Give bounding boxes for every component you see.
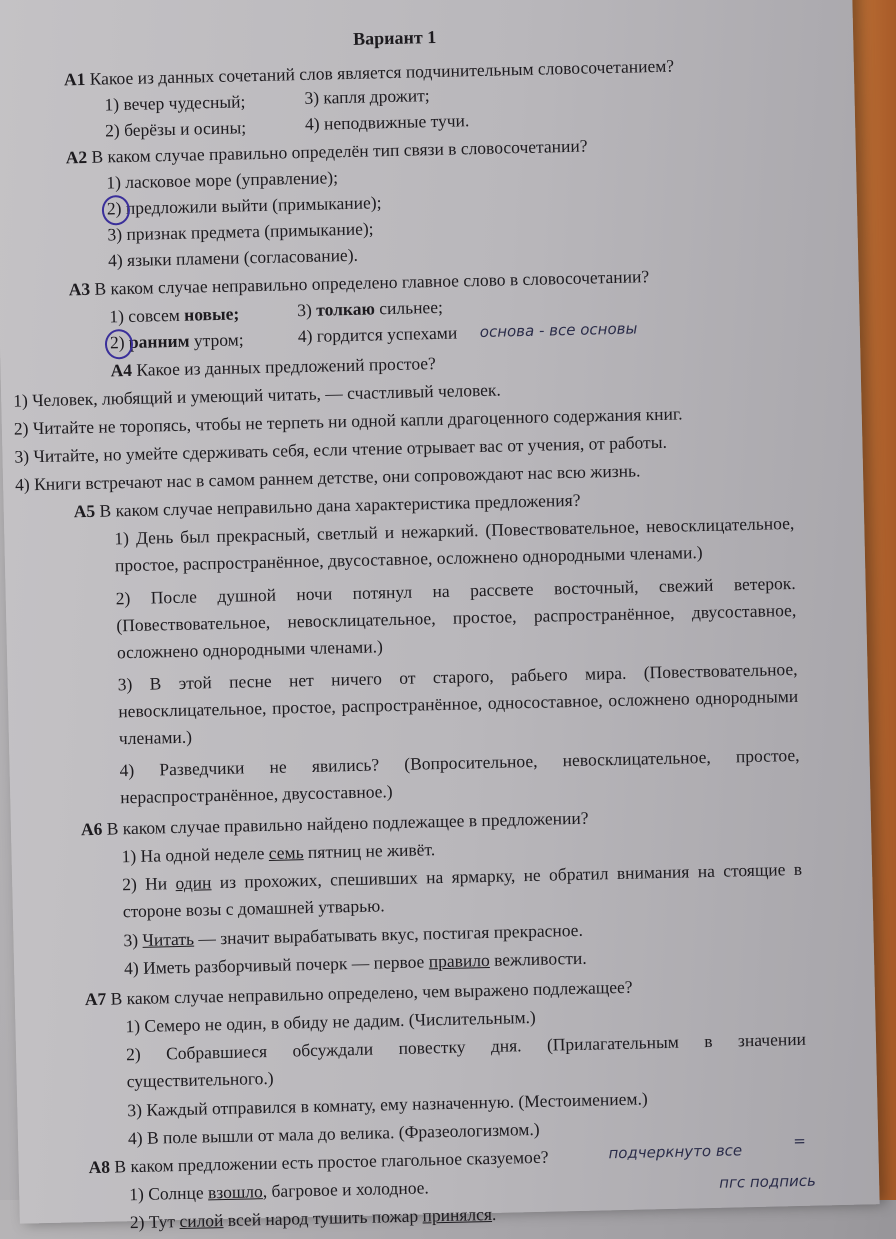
- question-text: Какое из данных предложений простое?: [136, 353, 437, 380]
- a7-option-1: 1) Семеро не один, в обиду не дадим. (Числительным.): [125, 1006, 536, 1037]
- a1-option-3: 3) капля дрожит;: [304, 85, 430, 108]
- underlined-subject: правило: [428, 949, 490, 972]
- bold-word: новые;: [183, 303, 240, 325]
- underlined-predicate: силой: [179, 1210, 224, 1232]
- question-number: А1: [63, 68, 86, 90]
- a4-option-2: 2) Читайте не торопясь, чтобы не терпеть ни одной капли драгоценного содержания книг.: [13, 403, 683, 439]
- a5-option-4: 4) Разведчики не явились? (Вопросительное, невосклицательное, простое, нераспространённое, двусоставное.): [119, 744, 800, 808]
- underlined-predicate: взошло: [207, 1181, 264, 1203]
- handwritten-note: =: [793, 1131, 807, 1151]
- a3-option-4: 4) гордится успехами: [297, 322, 458, 347]
- question-text: Какое из данных сочетаний слов является подчинительным словосочетанием?: [89, 55, 675, 89]
- option-text: 1) Солнце: [129, 1182, 209, 1205]
- a1-option-2: 2) берёзы и осины;: [104, 117, 247, 141]
- option-text: , багровое и холодное.: [262, 1177, 430, 1202]
- a5-option-2: 2) После душной ночи потянул на рассвете восточный, свежий ветерок. (Повествовательное, невосклицательное, простое, распространённое, двусоставное, осложнено однородными членами.): [115, 572, 797, 663]
- question-number: А7: [84, 988, 107, 1010]
- option-rest: сильнее;: [374, 296, 444, 319]
- option-text: пятниц не живёт.: [303, 839, 436, 863]
- handwritten-note: подчеркнуто все: [608, 1141, 743, 1163]
- underlined-subject: семь: [268, 842, 304, 863]
- a1-option-1: 1) вечер чудесный;: [104, 91, 246, 115]
- question-number: А5: [73, 500, 96, 522]
- question-text: В каком случае неправильно определено главное слово в словосочетании?: [94, 266, 650, 299]
- question-text: В каком случае неправильно дана характеристика предложения?: [99, 489, 581, 521]
- a4-option-4: 4) Книги встречают нас в самом раннем детстве, они сопровождают нас всю жизнь.: [14, 460, 641, 495]
- a7-option-2: 2) Собравшиеся обсуждали повестку дня. (Прилагательным в значении существительного.): [125, 1028, 807, 1092]
- bold-word: толкаю: [315, 298, 376, 320]
- a5-option-1: 1) День был прекрасный, светлый и нежаркий. (Повествовательное, невосклицательное, простое, распространённое, двусоставное, осложнено однородными членами.): [114, 512, 795, 576]
- a7-option-3: 3) Каждый отправился в комнату, ему назначенную. (Местоимением.): [127, 1088, 648, 1121]
- question-number: А6: [80, 818, 103, 840]
- a4-option-3: 3) Читайте, но умейте сдерживать себя, если чтение отрывает вас от учения, от работы.: [14, 431, 668, 467]
- question-text: В каком случае неправильно определено, чем выражено подлежащее?: [110, 976, 633, 1009]
- option-prefix: 2): [109, 331, 130, 353]
- question-text: В каком случае правильно найдено подлежащее в предложении?: [106, 807, 589, 839]
- question-number: А8: [88, 1156, 111, 1178]
- underlined-subject: один: [175, 872, 212, 894]
- a4-option-1: 1) Человек, любящий и умеющий читать, — счастливый человек.: [13, 379, 502, 411]
- a2-option-2: 2) предложили выйти (примыкание);: [106, 192, 382, 219]
- question-number: А2: [65, 146, 88, 168]
- option-text: 3): [123, 929, 143, 951]
- question-text: В каком предложении есть простое глагольное сказуемое?: [114, 1146, 549, 1177]
- underlined-predicate: принялся: [422, 1203, 493, 1226]
- handwritten-note: основа - все основы: [479, 319, 638, 342]
- a1-option-4: 4) неподвижные тучи.: [304, 110, 470, 134]
- bold-word: ранним: [128, 330, 190, 352]
- option-text: из прохожих, спешивших на ярмарку, не обратил внимания на стоящие в стороне возы с домашней утварью.: [122, 858, 803, 922]
- handwritten-note: пгс подпись: [718, 1171, 817, 1192]
- a2-option-1: 1) ласковое море (управление);: [106, 167, 339, 193]
- question-text: В каком случае правильно определён тип связи в словосочетании?: [91, 135, 588, 167]
- option-prefix: 1) совсем: [109, 304, 185, 327]
- question-number: А4: [110, 359, 133, 381]
- a7-option-4: 4) В поле вышли от мала до велика. (Фразеологизмом.): [127, 1118, 540, 1149]
- option-rest: утром;: [189, 329, 244, 351]
- option-text: 1) На одной неделе: [121, 842, 269, 867]
- option-text: всей народ тушить пожар: [223, 1205, 423, 1231]
- option-prefix: 3): [297, 299, 317, 321]
- underlined-subject: Читать: [142, 928, 195, 950]
- question-number: А3: [68, 278, 91, 300]
- option-text: — значит вырабатывать вкус, постигая прекрасное.: [193, 919, 584, 949]
- option-text: 2) Ни: [122, 873, 176, 895]
- option-text: вежливости.: [489, 947, 587, 970]
- option-text: 4) Иметь разборчивый почерк — первое: [123, 951, 429, 979]
- a2-option-4: 4) языки пламени (согласование).: [107, 244, 359, 271]
- a5-option-3: 3) В этой песне нет ничего от старого, рабьего мира. (Повествовательное, невосклицательное, простое, распространённое, односоставное, осложнено однородными членами.): [117, 658, 799, 749]
- option-text: .: [491, 1203, 497, 1224]
- option-text: 2) Тут: [129, 1211, 180, 1233]
- page-title: Вариант 1: [352, 26, 437, 49]
- a2-option-3: 3) признак предмета (примыкание);: [107, 218, 374, 245]
